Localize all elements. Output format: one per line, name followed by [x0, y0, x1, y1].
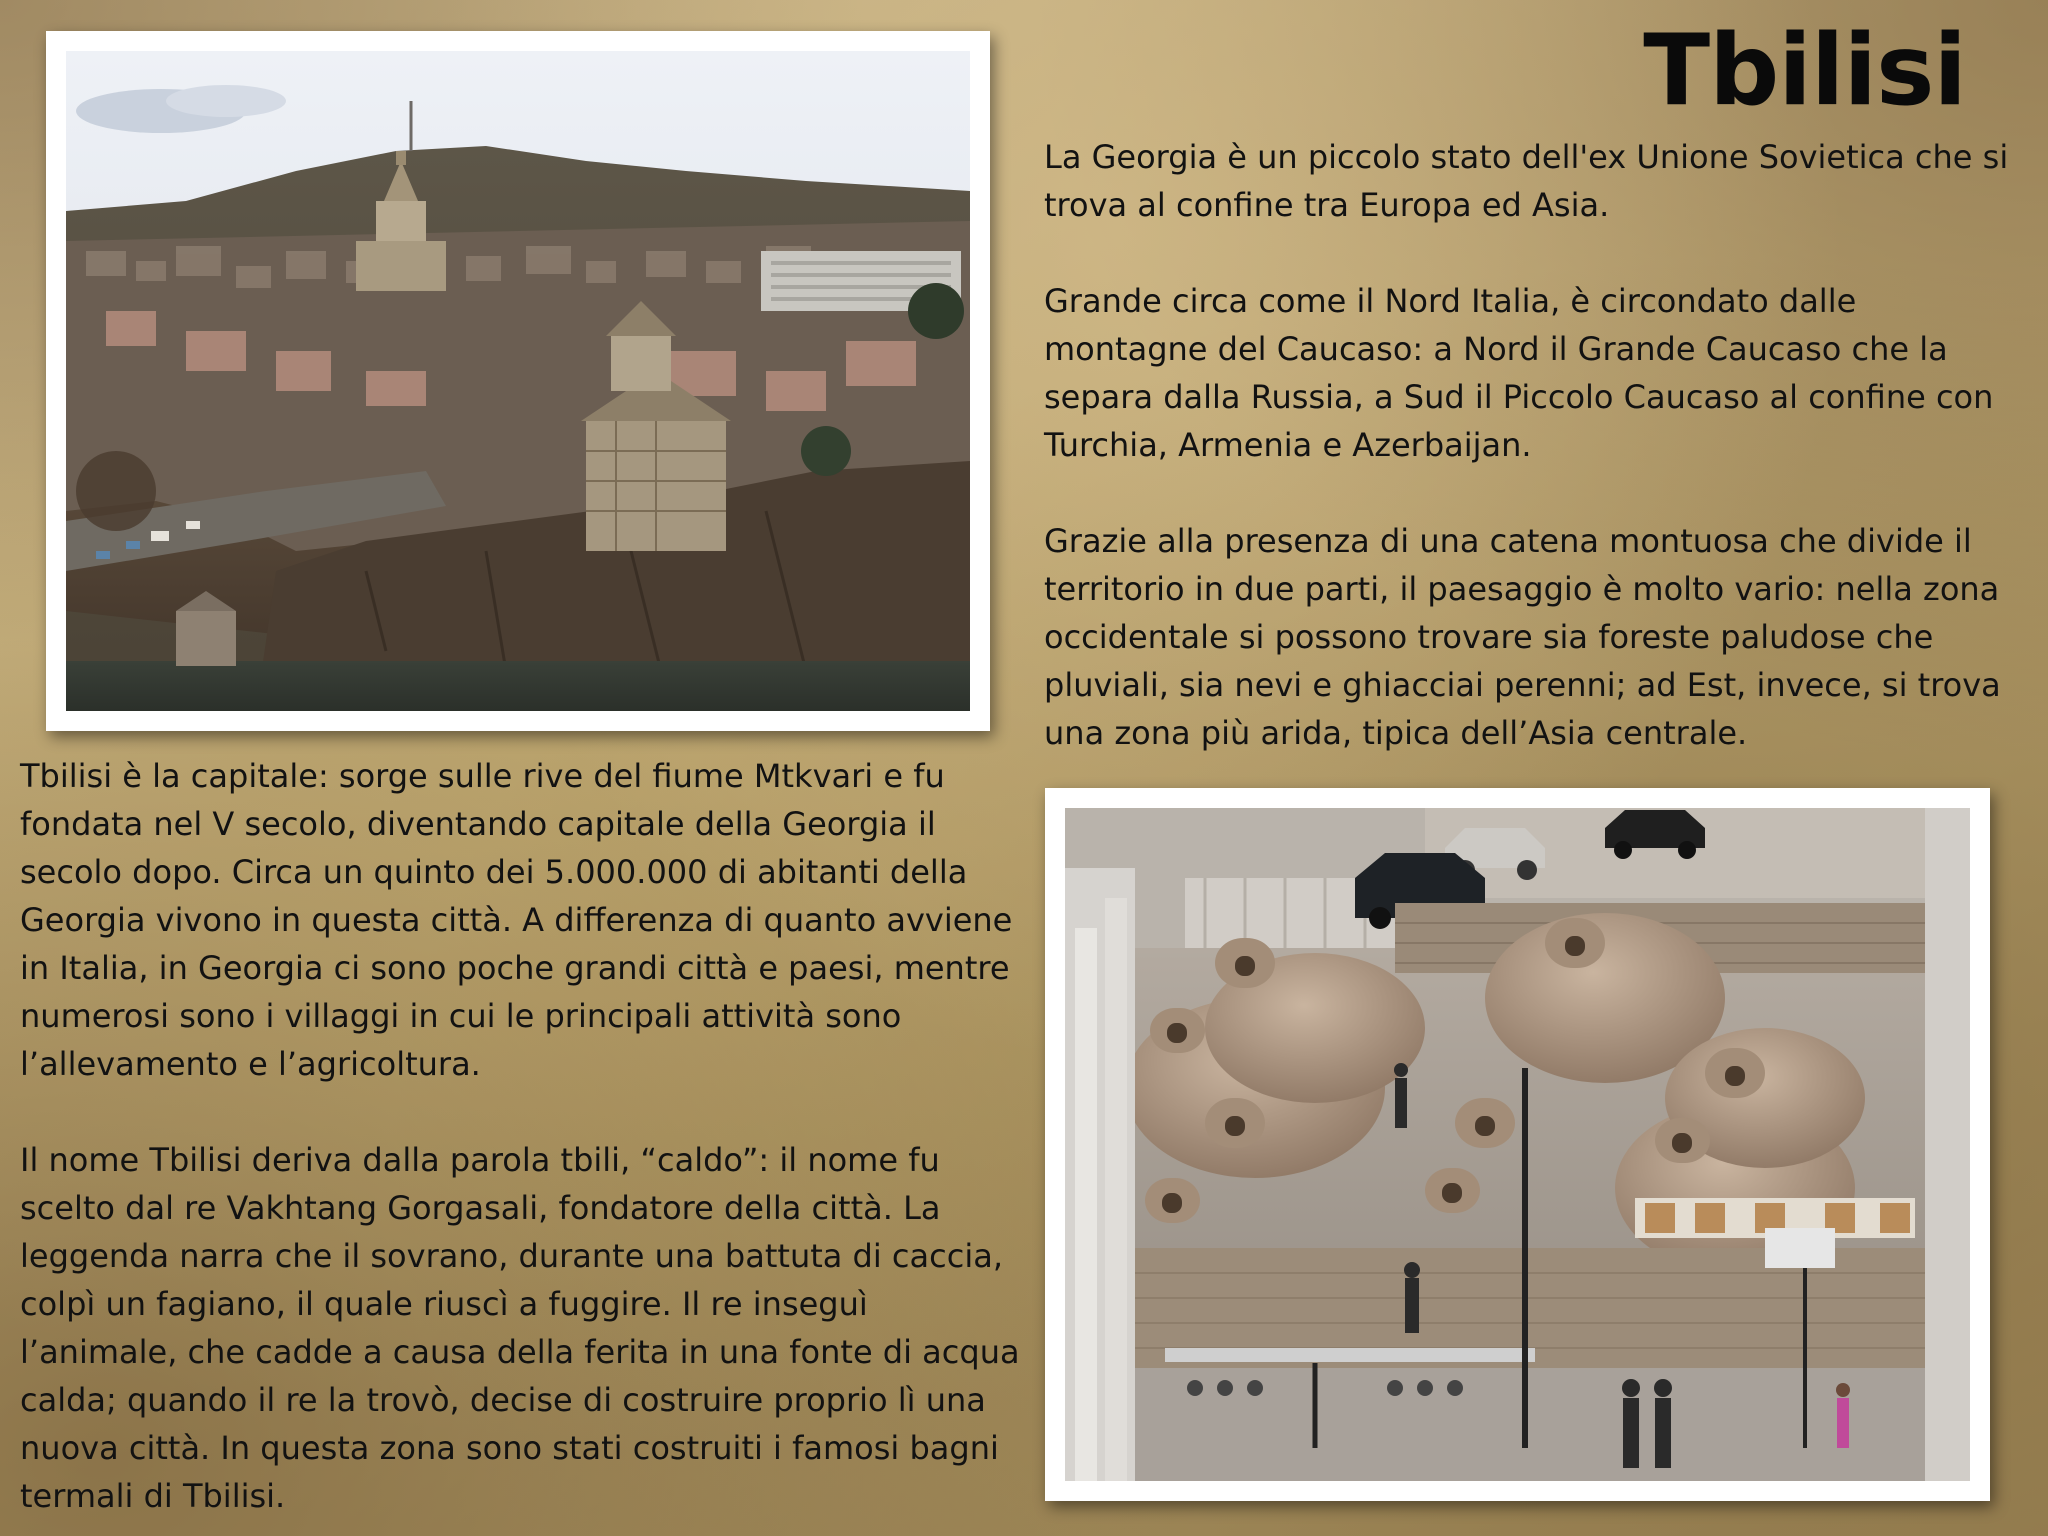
- tbilisi-history-text: [20, 752, 1030, 1520]
- paragraph-georgia-location: La Georgia è un piccolo stato dell'ex Unione Sovietica che si trova al confine tra Europa ed Asia.: [1044, 138, 2009, 224]
- georgia-intro-text: [1044, 133, 2029, 757]
- city-panorama-image: [66, 51, 970, 711]
- paragraph-tbilisi-name-legend: Il nome Tbilisi deriva dalla parola tbili, “caldo”: il nome fu scelto dal re Vakhtang Gorgasali, fondatore della città. La leggenda narra che il sovrano, durante una battuta di caccia, colpì un fagiano, il quale riuscì a fuggire. Il re inseguì l’animale, che cadde a causa della ferita in una fonte di acqua calda; quando il re la trovò, decise di costruire proprio lì una nuova città. In questa zona sono stati costruiti i famosi bagni termali di Tbilisi.: [20, 1141, 1020, 1515]
- sulfur-baths-photo: [1045, 788, 1990, 1501]
- city-panorama-photo: [46, 31, 990, 731]
- sulfur-baths-image: [1065, 808, 1970, 1481]
- page-title: Tbilisi: [1643, 14, 1966, 128]
- paragraph-georgia-landscape: Grazie alla presenza di una catena montuosa che divide il territorio in due parti, il paesaggio è molto vario: nella zona occidentale si possono trovare sia foreste paludose che pluviali, sia nevi e ghiacciai perenni; ad Est, invece, si trova una zona più arida, tipica dell’Asia centrale.: [1044, 522, 2001, 752]
- paragraph-tbilisi-capital: Tbilisi è la capitale: sorge sulle rive del fiume Mtkvari e fu fondata nel V secolo, diventando capitale della Georgia il secolo dopo. Circa un quinto dei 5.000.000 di abitanti della Georgia vivono in questa città. A differenza di quanto avviene in Italia, in Georgia ci sono poche grandi città e paesi, mentre numerosi sono i villaggi in cui le principali attività sono l’allevamento e l’agricoltura.: [20, 757, 1013, 1083]
- paragraph-georgia-size: Grande circa come il Nord Italia, è circondato dalle montagne del Caucaso: a Nord il Grande Caucaso che la separa dalla Russia, a Sud il Piccolo Caucaso al confine con Turchia, Armenia e Azerbaijan.: [1044, 282, 1994, 464]
